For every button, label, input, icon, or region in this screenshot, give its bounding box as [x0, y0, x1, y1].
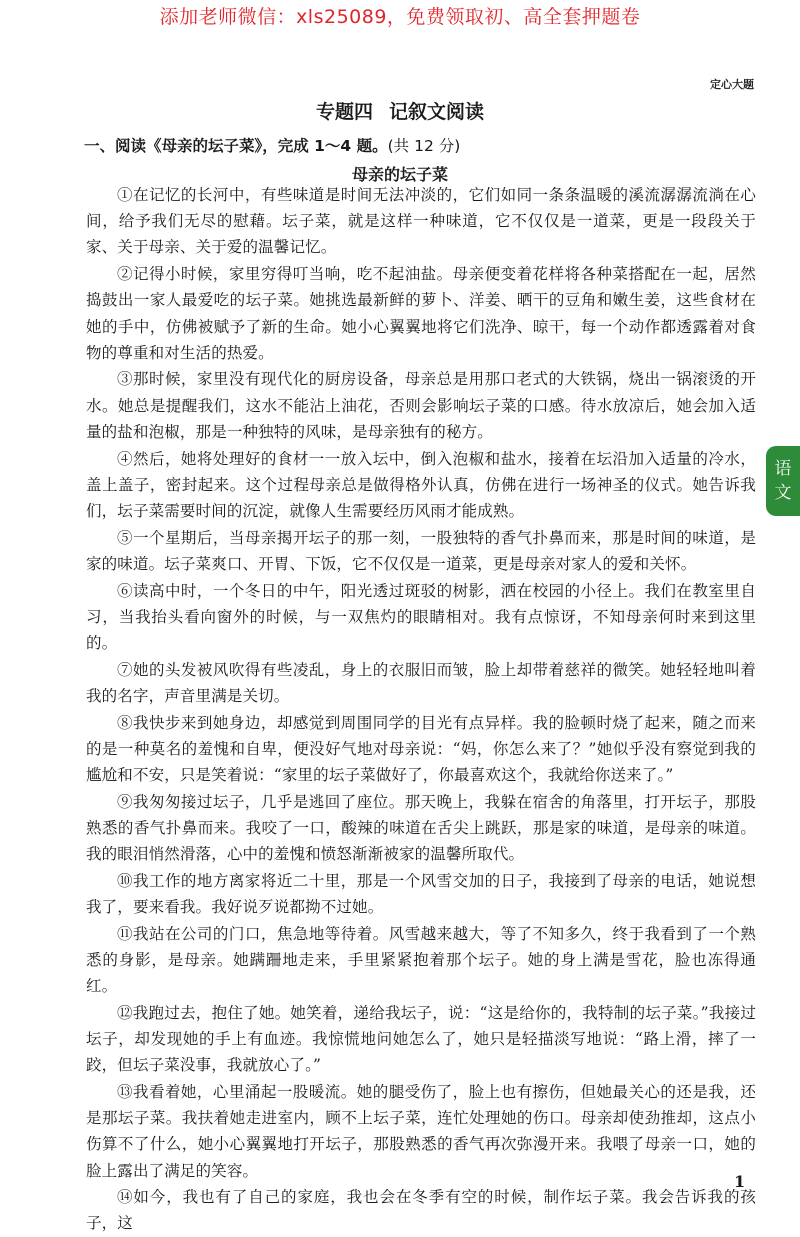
question-points: (共 12 分) [387, 137, 461, 155]
paragraph: ⑨我匆匆接过坛子，几乎是逃回了座位。那天晚上，我躲在宿舍的角落里，打开坛子，那股熟悉的香气扑鼻而来。我咬了一口，酸辣的味道在舌尖上跳跃，那是家的味道，是母亲的味道。我的眼泪悄然滑落，心中的羞愧和愤怒渐渐被家的温馨所取代。 [86, 792, 756, 864]
paragraph: ⑥读高中时，一个冬日的中午，阳光透过斑驳的树影，洒在校园的小径上。我们在教室里自习，当我抬头看向窗外的时候，与一双焦灼的眼睛相对。我有点惊讶，不知母亲何时来到这里的。 [86, 581, 756, 652]
section-number: 专题四 [315, 101, 373, 123]
paragraph: ②记得小时候，家里穷得叮当响，吃不起油盐。母亲便变着花样将各种菜搭配在一起，居然捣鼓出一家人最爱吃的坛子菜。她挑选最新鲜的萝卜、洋姜、晒干的豆角和嫩生姜，这些食材在她的手中，仿佛被赋予了新的生命。她小心翼翼地将它们洗净、晾干，每一个动作都透露着对食物的尊重和对生活的热爱。 [86, 265, 756, 362]
article-title: 母亲的坛子菜 [351, 165, 448, 184]
corner-label: 定心大题 [710, 78, 754, 91]
subject-tab-char: 文 [774, 483, 792, 503]
paragraph: ⑪我站在公司的门口，焦急地等待着。风雪越来越大，等了不知多久，终于我看到了一个熟悉的身影，是母亲。她蹒跚地走来，手里紧紧抱着那个坛子。她的身上满是雪花，脸也冻得通红。 [86, 924, 756, 996]
paragraph: ⑧我快步来到她身边，却感觉到周围同学的目光有点异样。我的脸顿时烧了起来，随之而来的是一种莫名的羞愧和自卑，便没好气地对母亲说：“妈，你怎么来了？”她似乎没有察觉到我的尴尬和不安，只是笑着说：“家里的坛子菜做好了，你最喜欢这个，我就给你送来了。” [86, 713, 756, 784]
paragraph: ⑩我工作的地方离家将近二十里，那是一个风雪交加的日子，我接到了母亲的电话，她说想我了，要来看我。我好说歹说都拗不过她。 [86, 871, 756, 916]
paragraph: ①在记忆的长河中，有些味道是时间无法冲淡的，它们如同一条条温暖的溪流潺潺流淌在心间，给予我们无尽的慰藉。坛子菜，就是这样一种味道，它不仅仅是一道菜，更是一段段关于家、关于母亲、关于爱的温馨记忆。 [86, 186, 756, 257]
page-marker: 1 [734, 1172, 746, 1191]
subject-tab-char: 语 [774, 459, 792, 479]
paragraph: ③那时候，家里没有现代化的厨房设备，母亲总是用那口老式的大铁锅，烧出一锅滚烫的开水。她总是提醒我们，这水不能沾上油花，否则会影响坛子菜的口感。待水放凉后，她会加入适量的盐和泡椒，那是一种独特的风味，是母亲独有的秘方。 [86, 370, 756, 441]
question-heading [84, 134, 460, 156]
paragraph: ⑭如今，我也有了自己的家庭，我也会在冬季有空的时候，制作坛子菜。我会告诉我的孩子，这 [86, 1188, 756, 1233]
section-name: 记叙文阅读 [389, 101, 485, 123]
article-body [86, 182, 756, 1237]
promo-banner: 添加老师微信：xls25089，免费领取初、高全套押题卷 [159, 6, 641, 28]
paragraph: ④然后，她将处理好的食材一一放入坛中，倒入泡椒和盐水，接着在坛沿加入适量的冷水，盖上盖子，密封起来。这个过程母亲总是做得格外认真，仿佛在进行一场神圣的仪式。她告诉我们，坛子菜需要时间的沉淀，就像人生需要经历风雨才能成熟。 [86, 449, 756, 520]
subject-tab [766, 446, 800, 516]
paragraph: ⑦她的头发被风吹得有些凌乱，身上的衣服旧而皱，脸上却带着慈祥的微笑。她轻轻地叫着我的名字，声音里满是关切。 [86, 660, 756, 705]
paragraph: ⑫我跑过去，抱住了她。她笑着，递给我坛子，说：“这是给你的，我特制的坛子菜。”我接过坛子，却发现她的手上有血迹。我惊慌地问她怎么了，她只是轻描淡写地说：“路上滑，摔了一跤，但坛子菜没事，我就放心了。” [86, 1003, 756, 1075]
paragraph: ⑬我看着她，心里涌起一股暖流。她的腿受伤了，脸上也有擦伤，但她最关心的还是我，还是那坛子菜。我扶着她走进室内，顾不上坛子菜，连忙处理她的伤口。母亲却使劲推却，这点小伤算不了什么，她小心翼翼地打开坛子，那股熟悉的香气再次弥漫开来。我喂了母亲一口，她的脸上露出了满足的笑容。 [86, 1082, 756, 1180]
question-text: 一、阅读《母亲的坛子菜》，完成 1～4 题。 [84, 137, 388, 155]
section-title [0, 97, 800, 124]
paragraph: ⑤一个星期后，当母亲揭开坛子的那一刻，一股独特的香气扑鼻而来，那是时间的味道，是家的味道。坛子菜爽口、开胃、下饭，它不仅仅是一道菜，更是母亲对家人的爱和关怀。 [86, 528, 756, 573]
